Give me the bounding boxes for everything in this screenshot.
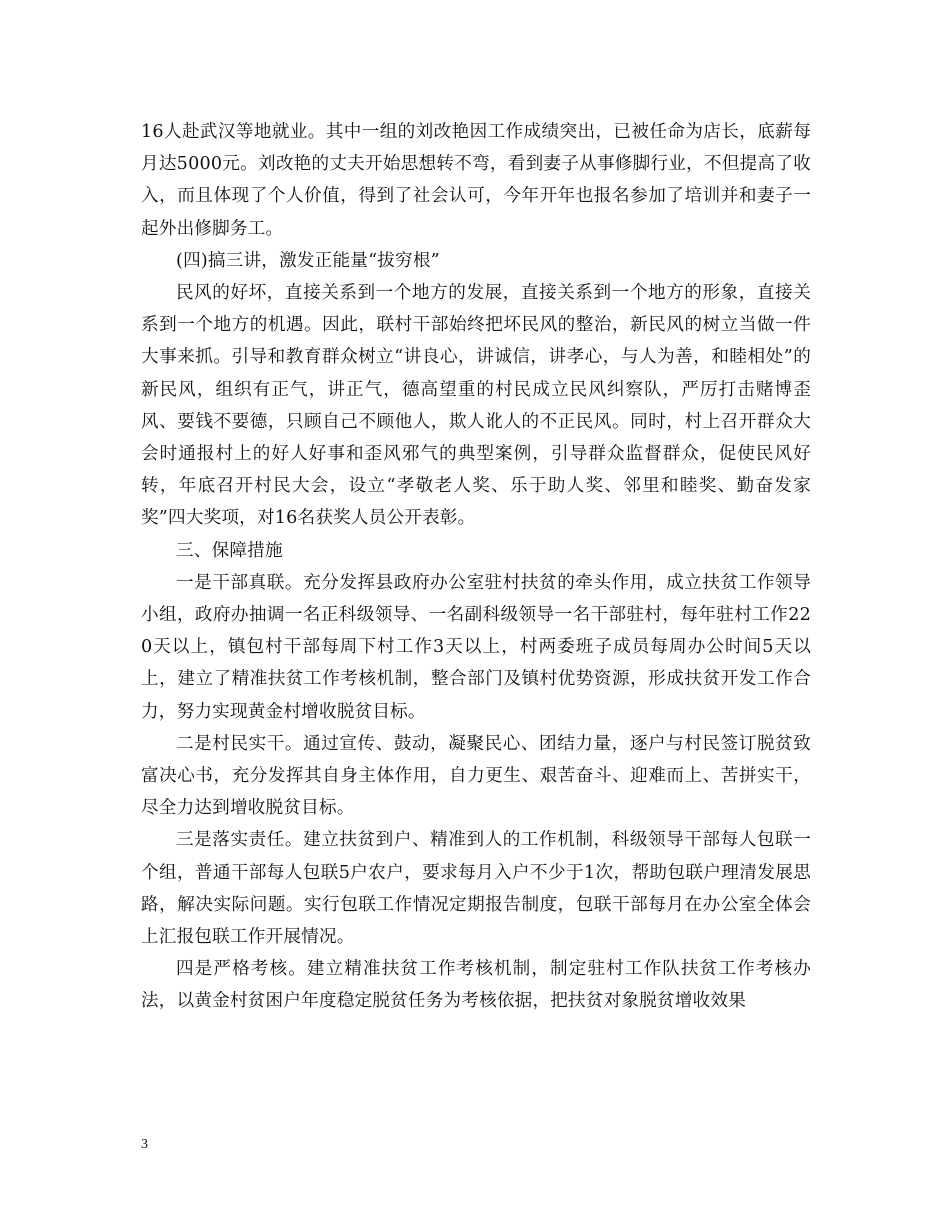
document-body	[141, 116, 811, 1018]
section-heading-safeguards: 三、保障措施	[176, 540, 283, 561]
paragraph-cadres: 一是干部真联。充分发挥县政府办公室驻村扶贫的牵头作用，成立扶贫工作领导小组，政府办抽调一名正科级领导、一名副科级领导一名干部驻村，每年驻村工作220天以上，镇包村干部每周下村工作3天以上，村两委班子成员每周办公时间5天以上，建立了精准扶贫工作考核机制，整合部门及镇村优势资源，形成扶贫开发工作合力，努力实现黄金村增收脱贫目标。	[141, 572, 811, 722]
paragraph-responsibility: 三是落实责任。建立扶贫到户、精准到人的工作机制，科级领导干部每人包联一个组，普通干部每人包联5户农户，要求每月入户不少于1次，帮助包联户理清发展思路，解决实际问题。实行包联工作情况定期报告制度，包联干部每月在办公室全体会上汇报包联工作开展情况。	[141, 830, 811, 948]
section-heading-four: (四)搞三讲，激发正能量“拔穷根”	[176, 250, 440, 271]
page-number: 3	[141, 1137, 148, 1152]
paragraph-villagers: 二是村民实干。通过宣传、鼓动，凝聚民心、团结力量，逐户与村民签订脱贫致富决心书，充分发挥其自身主体作用，自力更生、艰苦奋斗、迎难而上、苦拼实干，尽全力达到增收脱贫目标。	[141, 733, 811, 819]
paragraph-folk-customs: 民风的好坏，直接关系到一个地方的发展，直接关系到一个地方的形象，直接关系到一个地方的机遇。因此，联村干部始终把坏民风的整治，新民风的树立当做一件大事来抓。引导和教育群众树立“讲良心，讲诚信，讲孝心，与人为善，和睦相处”的新民风，组织有正气，讲正气，德高望重的村民成立民风纠察队，严厉打击赌博歪风、要钱不要德，只顾自己不顾他人，欺人讹人的不正民风。同时，村上召开群众大会时通报村上的好人好事和歪风邪气的典型案例，引导群众监督群众，促使民风好转，年底召开村民大会，设立“孝敬老人奖、乐于助人奖、邻里和睦奖、勤奋发家奖”四大奖项，对16名获奖人员公开表彰。	[141, 283, 811, 529]
paragraph-assessment: 四是严格考核。建立精准扶贫工作考核机制，制定驻村工作队扶贫工作考核办法，以黄金村贫困户年度稳定脱贫任务为考核依据，把扶贫对象脱贫增收效果	[141, 959, 811, 1012]
paragraph-1: 16人赴武汉等地就业。其中一组的刘改艳因工作成绩突出，已被任命为店长，底薪每月达5000元。刘改艳的丈夫开始思想转不弯，看到妻子从事修脚行业，不但提高了收入，而且体现了个人价值，得到了社会认可，今年开年也报名参加了培训并和妻子一起外出修脚务工。	[141, 122, 811, 239]
